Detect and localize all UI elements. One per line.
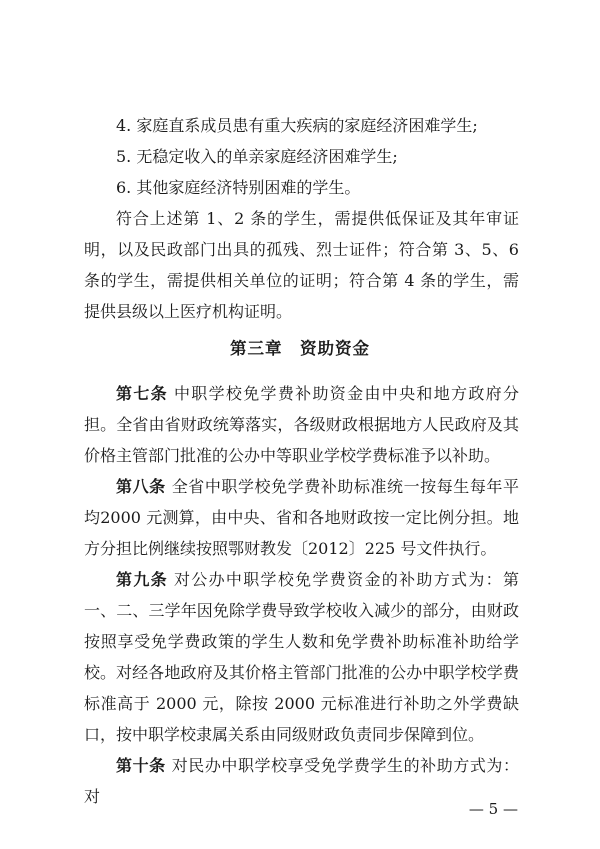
list-item-4: 4. 家庭直系成员患有重大疾病的家庭经济困难学生;: [116, 116, 478, 135]
list-item-5: 5. 无稳定收入的单亲家庭经济困难学生;: [116, 147, 398, 166]
article-7: [84, 378, 519, 471]
article-7-title: 第七条: [116, 384, 168, 403]
chapter-title: 第三章 资助资金: [230, 339, 370, 358]
article-8: [84, 471, 519, 564]
article-10: [84, 750, 519, 812]
proof-requirements-paragraph: 符合上述第 1、2 条的学生，需提供低保证及其年审证明，以及民政部门出具的孤残、烈士证件；符合第 3、5、6 条的学生，需提供相关单位的证明；符合第 4 条的学生，需提供县级以上医疗机构证明。: [84, 209, 519, 321]
article-10-text: 对民办中职学校享受免学费学生的补助方式为：对: [84, 756, 519, 806]
article-9-text: 对公办中职学校免学费资金的补助方式为：第一、二、三学年因免除学费导致学校收入减少的部分，由财政按照享受免学费政策的学生人数和免学费补助标准补助给学校。: [84, 570, 519, 682]
article-8-title: 第八条: [116, 477, 166, 496]
article-9-paragraph-2: 对经各地政府及其价格主管部门批准的公办中职学校学费标准高于 2000 元，除按 2000 元标准进行补助之外学费缺口，按中职学校隶属关系由同级财政负责同步保障到位。: [84, 663, 519, 744]
list-item-6: 6. 其他家庭经济特别困难的学生。: [116, 178, 361, 197]
article-9-title: 第九条: [116, 570, 168, 589]
article-7-text: 中职学校免学费补助资金由中央和地方政府分担。全省由省财政统筹落实，各级财政根据地方人民政府及其价格主管部门批准的公办中等职业学校学费标准予以补助。: [84, 384, 519, 465]
page-number: — 5 —: [468, 800, 518, 818]
article-10-title: 第十条: [116, 756, 166, 775]
article-8-text: 全省中职学校免学费补助标准统一按每生每年平均2000 元测算，由中央、省和各地财政按一定比例分担。地方分担比例继续按照鄂财教发〔2012〕225 号文件执行。: [84, 477, 519, 558]
